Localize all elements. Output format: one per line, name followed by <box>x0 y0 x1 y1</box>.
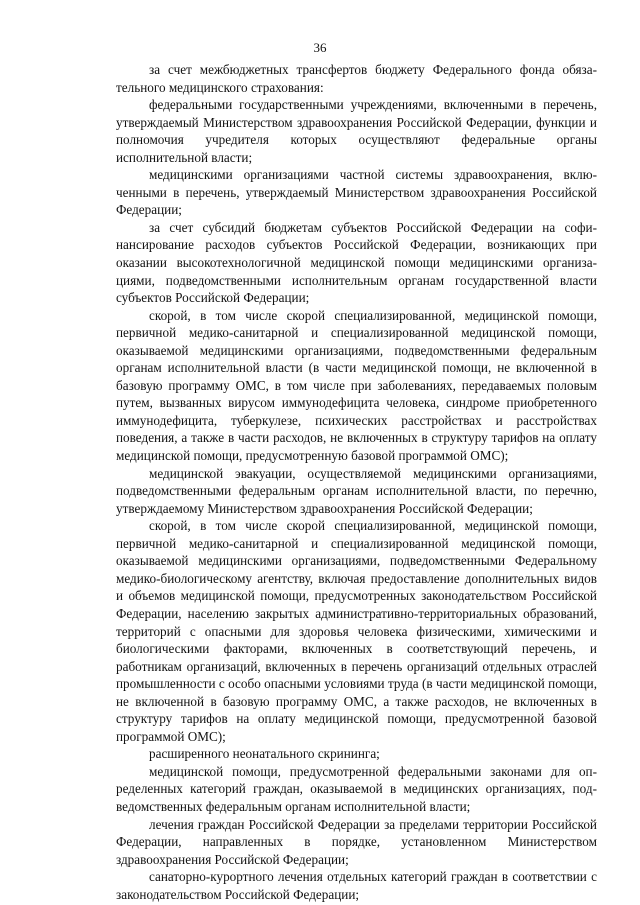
paragraph-emergency-care-federal: скорой, в том числе скорой специализированной, медицинской помощи, первичной медико-санитарной и специализированной медицинской помощи, оказываемой медицинскими организациями, подведомственными федеральным органам исполнительной власти (в части медицинской помощи, не включенной в базовую программу ОМС, в том числе при заболеваниях, передаваемых половым путем, вызванных вирусом иммунодефицита человека, синдроме приобретенного иммунодефицита, туберкулезе, психических расстройствах и расстройствах поведения, а также в части расходов, не включенных в структуру тарифов на оплату медицинской помощи, предусмотренную базовой программой ОМС); <box>116 307 597 464</box>
paragraph-sanatorium-treatment: санаторно-курортного лечения отдельных категорий граждан в соответствии с законодательством Российской Федерации; <box>116 869 597 902</box>
paragraph-emergency-care-fmba: скорой, в том числе скорой специализированной, медицинской помощи, первичной медико-санитарной и специализированной медицинской помощи, оказываемой медицинскими организациями, подведомственными Федеральному медико-биологическому агентству, включая предоставление дополнительных видов и объемов медицинской помощи, предусмотренных законодательством Российской Федерации, населению закрытых административно-территориальных образований, территорий с опасными для здоровья человека физическими, химическими и биологическими факторами, включенных в соответствующий перечень, и работникам организаций, включенных в перечень организаций отдельных отраслей промышленности с особо опасными условиями труда (в части медицинской помощи, не включенной в базовую программу ОМС, а также расходов, не включенных в структуру тарифов на оплату медицинской помощи, предусмотренной базовой программой ОМС); <box>116 518 597 744</box>
paragraph-treatment-abroad: лечения граждан Российской Федерации за пределами территории Российской Федерации, направленных в порядке, установленном Министерством здравоохранения Российской Федерации; <box>116 816 597 867</box>
paragraph-medical-evacuation: медицинской эвакуации, осуществляемой медицинскими организациями, подведомственными федеральным органам исполнительной власти, по перечню, утверждаемому Министерством здравоохранения Российской Федерации; <box>116 465 597 516</box>
page-number: 36 <box>313 40 327 55</box>
paragraph-neonatal-screening: расширенного неонатального скрининга; <box>149 746 380 762</box>
paragraph-federal-institutions: федеральными государственными учреждениями, включенными в перечень, утверждаемый Министерством здравоохранения Российской Федерации, функции и полномочия учредителя которых осуществляют федеральные органы исполнительной власти; <box>116 97 597 165</box>
paragraph-subsidies-high-tech: за счет субсидий бюджетам субъектов Российской Федерации на софинансирование расходов субъектов Российской Федерации, возникающих при оказании высокотехнологичной медицинской помощи медицинскими организациями, подведомственными исполнительным органам государственной власти субъектов Российской Федерации; <box>116 219 597 306</box>
document-body <box>116 61 597 903</box>
paragraph-intro-federal-fund: за счет межбюджетных трансфертов бюджету Федерального фонда обязательного медицинского страхования: <box>116 62 597 95</box>
paragraph-private-organizations: медицинскими организациями частной системы здравоохранения, включенными в перечень, утверждаемый Министерством здравоохранения Российской Федерации; <box>116 167 597 218</box>
paragraph-federal-laws-care: медицинской помощи, предусмотренной федеральными законами для определенных категорий граждан, оказываемой в медицинских организациях, подведомственных федеральным органам исполнительной власти; <box>116 763 597 814</box>
